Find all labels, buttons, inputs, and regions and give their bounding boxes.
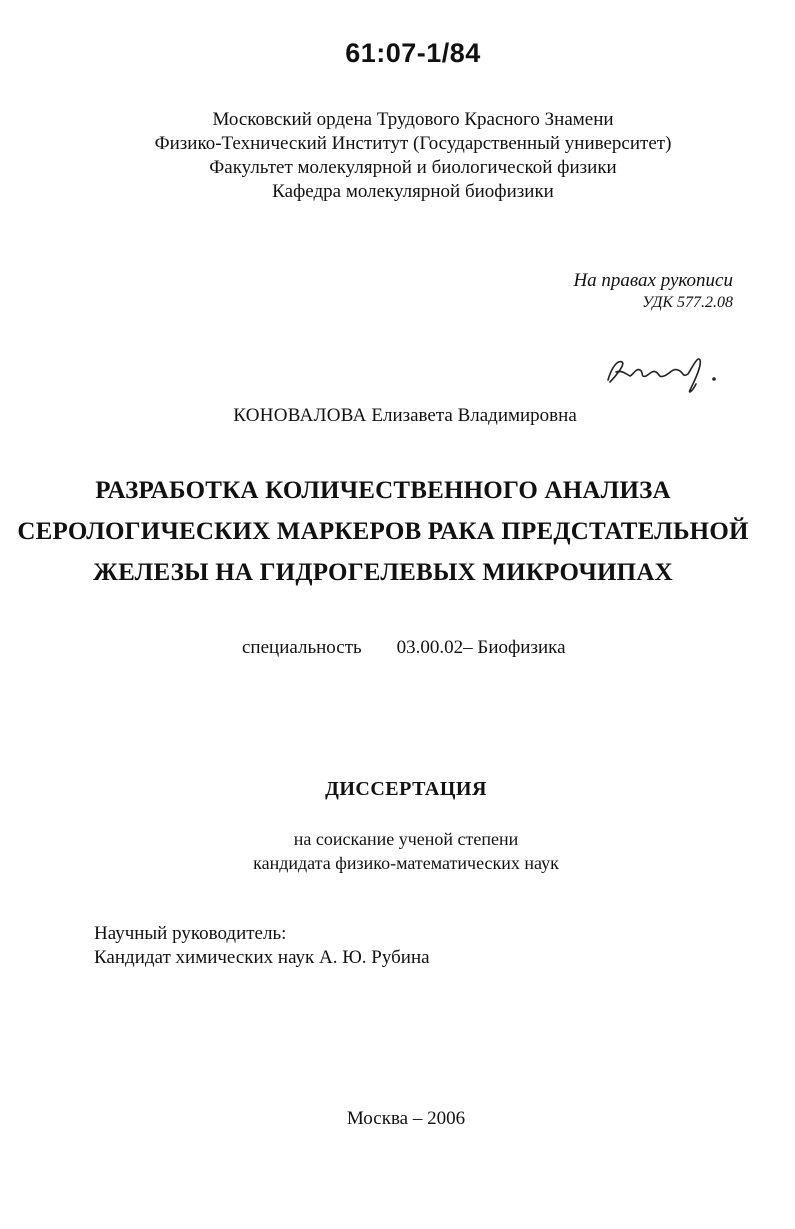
udk-code: УДК 577.2.08: [642, 294, 733, 311]
supervisor-block: [94, 922, 430, 970]
specialty-label: специальность: [242, 637, 362, 658]
dissertation-title: [0, 470, 766, 593]
author-name: [0, 405, 795, 427]
rights-text: На правах рукописи: [573, 270, 733, 291]
department-line: Кафедра молекулярной биофизики: [272, 181, 554, 202]
degree-line: кандидата физико-математических наук: [253, 853, 559, 873]
institution-line: Физико-Технический Институт (Государственный университет): [154, 133, 672, 154]
title-line: РАЗРАБОТКА КОЛИЧЕСТВЕННОГО АНАЛИЗА: [95, 477, 671, 504]
manuscript-rights-block: [573, 270, 733, 314]
degree-line: на соискание ученой степени: [293, 829, 519, 849]
catalog-number: 61:07-1/84: [345, 38, 481, 68]
specialty-code: 03.00.02– Биофизика: [396, 637, 566, 658]
supervisor-name: Кандидат химических наук А. Ю. Рубина: [94, 947, 430, 968]
author-surname: КОНОВАЛОВА: [233, 405, 367, 426]
degree-block: [0, 827, 795, 875]
supervisor-label: Научный руководитель:: [94, 923, 287, 944]
author-given-names: Елизавета Владимировна: [371, 405, 577, 426]
title-line: СЕРОЛОГИЧЕСКИХ МАРКЕРОВ РАКА ПРЕДСТАТЕЛЬНОЙ: [17, 518, 749, 545]
title-line: ЖЕЛЕЗЫ НА ГИДРОГЕЛЕВЫХ МИКРОЧИПАХ: [93, 559, 673, 586]
institution-line: Московский ордена Трудового Красного Знамени: [212, 109, 614, 130]
faculty-line: Факультет молекулярной и биологической физики: [209, 157, 617, 178]
signature-icon: [600, 348, 730, 398]
institution-block: [0, 108, 795, 204]
document-type: ДИССЕРТАЦИЯ: [325, 778, 487, 800]
place-year: Москва – 2006: [346, 1108, 466, 1129]
specialty-line: [242, 637, 566, 659]
